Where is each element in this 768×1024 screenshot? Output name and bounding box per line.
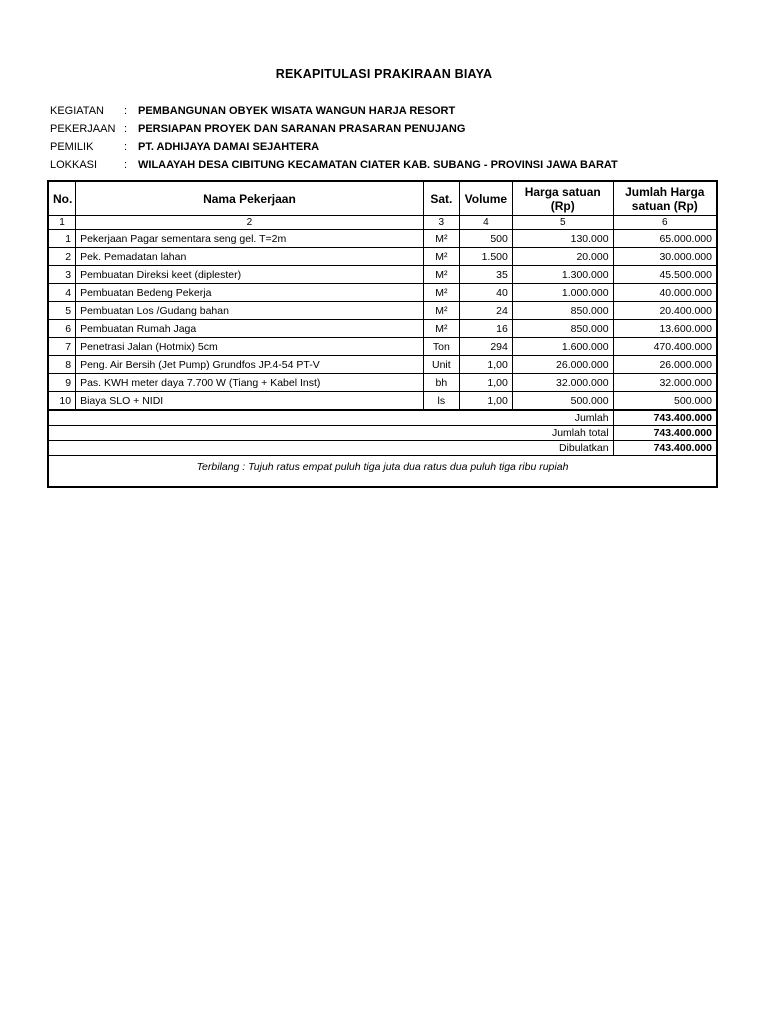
- row-volume: 1,00: [459, 356, 512, 374]
- row-harga: 1.000.000: [512, 284, 613, 302]
- row-satuan: M²: [423, 284, 459, 302]
- row-volume: 16: [459, 320, 512, 338]
- row-nama: Penetrasi Jalan (Hotmix) 5cm: [76, 338, 424, 356]
- info-colon: :: [124, 105, 128, 117]
- table-row: [48, 392, 717, 411]
- row-no: 6: [48, 320, 76, 338]
- document-title: REKAPITULASI PRAKIRAAN BIAYA: [275, 67, 493, 81]
- header-jumlah-line2: satuan (Rp): [631, 198, 698, 213]
- info-colon: :: [124, 141, 128, 153]
- table-header-row: [48, 181, 717, 216]
- row-jumlah: 45.500.000: [613, 266, 717, 284]
- info-colon: :: [124, 159, 128, 171]
- cost-table: [47, 180, 718, 488]
- table-row: [48, 266, 717, 284]
- row-no: 2: [48, 248, 76, 266]
- table-row: [48, 248, 717, 266]
- table-row: [48, 302, 717, 320]
- row-no: 1: [48, 230, 76, 248]
- row-harga: 130.000: [512, 230, 613, 248]
- row-jumlah: 30.000.000: [613, 248, 717, 266]
- row-volume: 1,00: [459, 392, 512, 411]
- info-label: PEKERJAAN: [50, 123, 116, 135]
- row-harga: 20.000: [512, 248, 613, 266]
- index-cell: 2: [76, 216, 424, 230]
- table-row: [48, 230, 717, 248]
- row-satuan: bh: [423, 374, 459, 392]
- header-volume: Volume: [459, 181, 512, 216]
- info-value: PERSIAPAN PROYEK DAN SARANAN PRASARAN PENUJANG: [138, 123, 466, 135]
- row-jumlah: 40.000.000: [613, 284, 717, 302]
- row-harga: 32.000.000: [512, 374, 613, 392]
- row-harga: 1.600.000: [512, 338, 613, 356]
- index-cell: 5: [512, 216, 613, 230]
- table-row: [48, 284, 717, 302]
- row-nama: Pembuatan Los /Gudang bahan: [76, 302, 424, 320]
- info-colon: :: [124, 123, 128, 135]
- summary-value: 743.400.000: [613, 410, 717, 426]
- row-harga: 26.000.000: [512, 356, 613, 374]
- table-row: [48, 374, 717, 392]
- row-volume: 1.500: [459, 248, 512, 266]
- row-volume: 40: [459, 284, 512, 302]
- row-nama: Peng. Air Bersih (Jet Pump) Grundfos JP.4-54 PT-V: [76, 356, 424, 374]
- row-satuan: Unit: [423, 356, 459, 374]
- column-index-row: [48, 216, 717, 230]
- row-jumlah: 32.000.000: [613, 374, 717, 392]
- table-row: [48, 356, 717, 374]
- row-satuan: M²: [423, 266, 459, 284]
- row-volume: 500: [459, 230, 512, 248]
- row-volume: 24: [459, 302, 512, 320]
- row-no: 3: [48, 266, 76, 284]
- header-harga-satuan: [512, 181, 613, 216]
- row-no: 9: [48, 374, 76, 392]
- row-satuan: M²: [423, 302, 459, 320]
- index-cell: 4: [459, 216, 512, 230]
- row-nama: Pek. Pemadatan lahan: [76, 248, 424, 266]
- summary-label: Jumlah: [48, 410, 613, 426]
- summary-value: 743.400.000: [613, 426, 717, 441]
- summary-label: Dibulatkan: [48, 441, 613, 456]
- summary-value: 743.400.000: [613, 441, 717, 456]
- summary-row-dibulatkan: [48, 441, 717, 456]
- row-nama: Pembuatan Bedeng Pekerja: [76, 284, 424, 302]
- summary-row-jumlah-total: [48, 426, 717, 441]
- row-no: 10: [48, 392, 76, 411]
- row-satuan: ls: [423, 392, 459, 411]
- table-row: [48, 338, 717, 356]
- header-harga-line1: Harga satuan: [524, 184, 601, 199]
- index-cell: 6: [613, 216, 717, 230]
- row-satuan: M²: [423, 248, 459, 266]
- row-nama: Pas. KWH meter daya 7.700 W (Tiang + Kabel Inst): [76, 374, 424, 392]
- info-value: PT. ADHIJAYA DAMAI SEJAHTERA: [138, 141, 320, 153]
- terbilang-row: [48, 456, 717, 488]
- row-no: 8: [48, 356, 76, 374]
- info-label: LOKKASI: [50, 159, 98, 171]
- info-label: KEGIATAN: [50, 105, 104, 117]
- row-jumlah: 500.000: [613, 392, 717, 411]
- header-satuan: Sat.: [423, 181, 459, 216]
- summary-label: Jumlah total: [48, 426, 613, 441]
- row-no: 7: [48, 338, 76, 356]
- info-label: PEMILIK: [50, 141, 94, 153]
- table-row: [48, 320, 717, 338]
- row-harga: 850.000: [512, 320, 613, 338]
- row-satuan: M²: [423, 320, 459, 338]
- row-harga: 850.000: [512, 302, 613, 320]
- row-nama: Pekerjaan Pagar sementara seng gel. T=2m: [76, 230, 424, 248]
- index-cell: 3: [423, 216, 459, 230]
- row-jumlah: 470.400.000: [613, 338, 717, 356]
- header-no: No.: [48, 181, 76, 216]
- row-satuan: M²: [423, 230, 459, 248]
- row-volume: 1,00: [459, 374, 512, 392]
- row-volume: 294: [459, 338, 512, 356]
- header-harga-line2: (Rp): [550, 198, 575, 213]
- row-jumlah: 26.000.000: [613, 356, 717, 374]
- terbilang-text: Terbilang : Tujuh ratus empat puluh tiga juta dua ratus dua puluh tiga ribu rupiah: [196, 461, 569, 473]
- row-no: 4: [48, 284, 76, 302]
- summary-row-jumlah: [48, 410, 717, 426]
- info-value: PEMBANGUNAN OBYEK WISATA WANGUN HARJA RESORT: [138, 105, 456, 117]
- row-harga: 1.300.000: [512, 266, 613, 284]
- info-value: WILAAYAH DESA CIBITUNG KECAMATAN CIATER KAB. SUBANG - PROVINSI JAWA BARAT: [138, 159, 618, 171]
- row-jumlah: 20.400.000: [613, 302, 717, 320]
- row-jumlah: 65.000.000: [613, 230, 717, 248]
- row-no: 5: [48, 302, 76, 320]
- header-nama-pekerjaan: Nama Pekerjaan: [76, 181, 424, 216]
- row-volume: 35: [459, 266, 512, 284]
- header-jumlah-line1: Jumlah Harga: [625, 184, 705, 199]
- index-cell: 1: [48, 216, 76, 230]
- row-satuan: Ton: [423, 338, 459, 356]
- row-jumlah: 13.600.000: [613, 320, 717, 338]
- row-nama: Biaya SLO + NIDI: [76, 392, 424, 411]
- header-jumlah-harga: [613, 181, 717, 216]
- row-harga: 500.000: [512, 392, 613, 411]
- row-nama: Pembuatan Rumah Jaga: [76, 320, 424, 338]
- row-nama: Pembuatan Direksi keet (diplester): [76, 266, 424, 284]
